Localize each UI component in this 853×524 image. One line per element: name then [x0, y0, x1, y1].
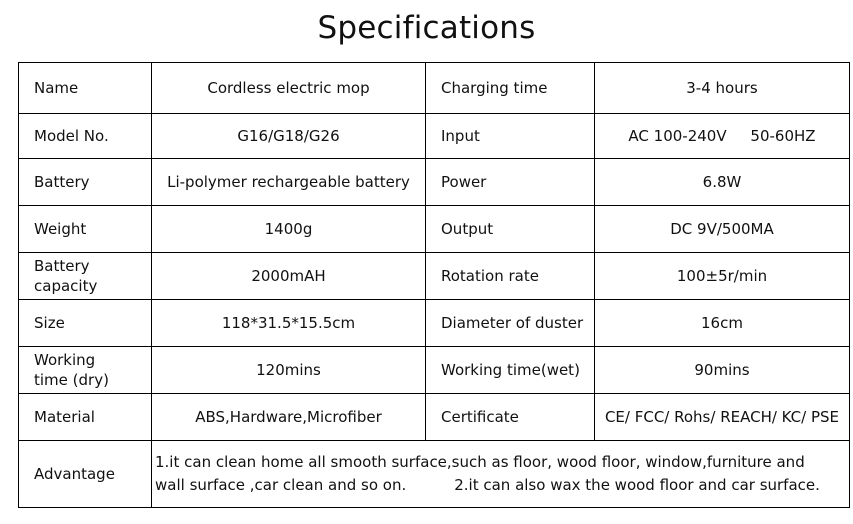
spec-table — [18, 62, 850, 508]
spec-label: Weight — [19, 206, 152, 253]
spec-label: Working time (dry) — [19, 347, 152, 394]
advantage-point-1: 1.it can clean home all smooth surface,such as floor, wood floor, window,furniture and wall surface ,car clean and so on. — [155, 453, 805, 494]
spec-value: 16cm — [595, 300, 850, 347]
spec-value: 90mins — [595, 347, 850, 394]
spec-value: 6.8W — [595, 159, 850, 206]
spec-value: 2000mAH — [152, 253, 426, 300]
spec-value: DC 9V/500MA — [595, 206, 850, 253]
spec-value: 100±5r/min — [595, 253, 850, 300]
table-row — [19, 159, 850, 206]
spec-value: 1400g — [152, 206, 426, 253]
spec-value: 118*31.5*15.5cm — [152, 300, 426, 347]
table-row — [19, 114, 850, 159]
spec-value: Li-polymer rechargeable battery — [152, 159, 426, 206]
advantage-text — [152, 441, 850, 508]
spec-label: Charging time — [426, 63, 595, 114]
spec-label: Output — [426, 206, 595, 253]
spec-value: 3-4 hours — [595, 63, 850, 114]
table-row — [19, 253, 850, 300]
spec-label: Working time(wet) — [426, 347, 595, 394]
spec-label: Power — [426, 159, 595, 206]
spec-label: Diameter of duster — [426, 300, 595, 347]
spec-label: Size — [19, 300, 152, 347]
spec-value: 120mins — [152, 347, 426, 394]
spec-value: CE/ FCC/ Rohs/ REACH/ KC/ PSE — [595, 394, 850, 441]
advantage-point-2: 2.it can also wax the wood floor and car surface. — [454, 476, 820, 494]
spec-value: G16/G18/G26 — [152, 114, 426, 159]
spec-value: Cordless electric mop — [152, 63, 426, 114]
spec-value: ABS,Hardware,Microfiber — [152, 394, 426, 441]
advantage-row — [19, 441, 850, 508]
table-row — [19, 347, 850, 394]
spec-label: Battery — [19, 159, 152, 206]
spec-value: AC 100-240V 50-60HZ — [595, 114, 850, 159]
table-row — [19, 300, 850, 347]
spec-label: Certificate — [426, 394, 595, 441]
spec-label: Input — [426, 114, 595, 159]
table-row — [19, 63, 850, 114]
advantage-label: Advantage — [19, 441, 152, 508]
spec-label: Name — [19, 63, 152, 114]
page-title: Specifications — [317, 10, 536, 46]
spec-label: Battery capacity — [19, 253, 152, 300]
spec-label: Model No. — [19, 114, 152, 159]
table-row — [19, 394, 850, 441]
spec-label: Material — [19, 394, 152, 441]
table-row — [19, 206, 850, 253]
spec-label: Rotation rate — [426, 253, 595, 300]
